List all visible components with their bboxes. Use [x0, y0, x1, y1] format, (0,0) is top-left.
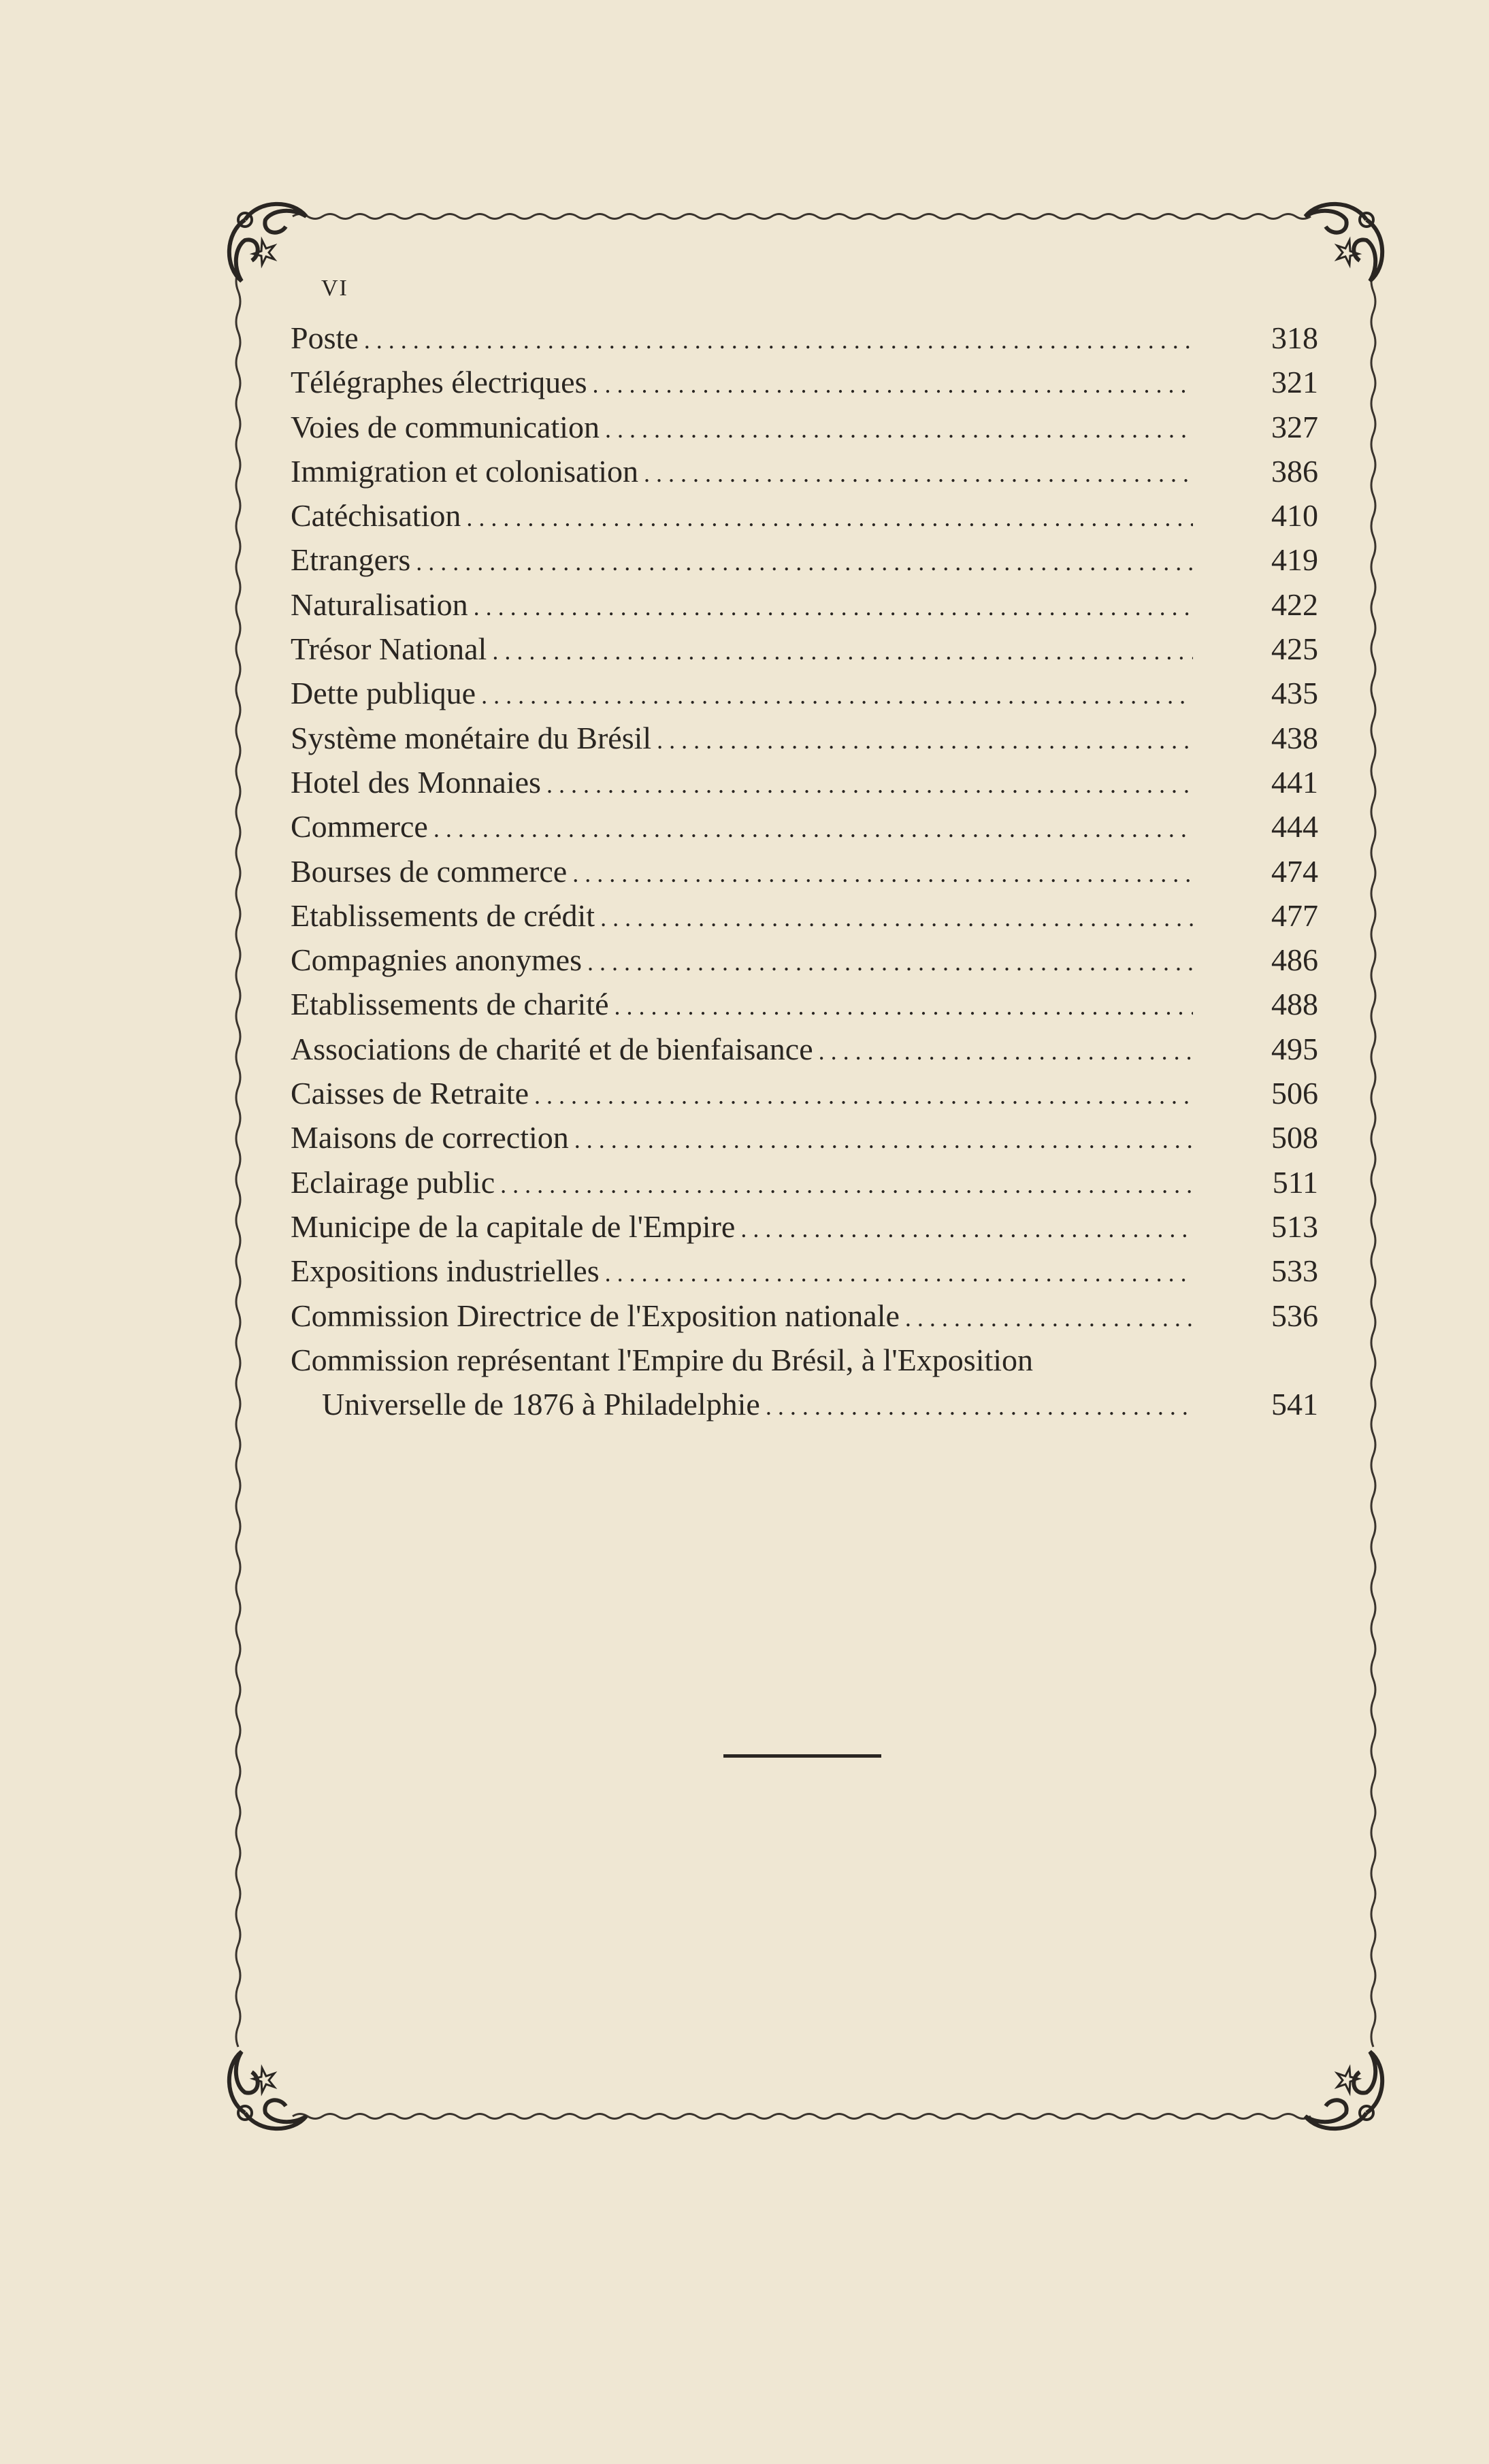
- dot-leader: [433, 815, 1193, 843]
- wavy-border-line: [236, 271, 240, 2047]
- toc-entry-title: Commission représentant l'Empire du Brésil, à l'Exposition: [291, 1342, 1034, 1377]
- toc-entry-title: Compagnies anonymes: [291, 942, 582, 978]
- toc-entry: [291, 1119, 1318, 1164]
- toc-entry-page: 495: [1271, 1031, 1318, 1066]
- toc-entry: [291, 675, 1318, 719]
- toc-entry: [291, 1075, 1318, 1119]
- dot-leader: [615, 992, 1193, 1021]
- toc-entry-page: 513: [1271, 1209, 1318, 1244]
- dot-leader: [605, 415, 1193, 444]
- toc-entry: [291, 1386, 1318, 1430]
- toc-entry: [291, 898, 1318, 942]
- dot-leader: [492, 637, 1193, 666]
- toc-entry: [291, 631, 1318, 675]
- dot-leader: [657, 726, 1193, 755]
- toc-entry: [291, 587, 1318, 631]
- toc-entry: [291, 853, 1318, 898]
- toc-entry: [291, 808, 1318, 853]
- toc-entry-title: Commission Directrice de l'Exposition nationale: [291, 1298, 900, 1333]
- toc-entry-title: Voies de communication: [291, 409, 600, 444]
- toc-entry-page: 508: [1271, 1120, 1318, 1155]
- toc-entry-page: 321: [1271, 365, 1318, 400]
- wavy-border-line: [293, 2114, 1311, 2119]
- closing-rule: [723, 1754, 881, 1758]
- toc-entry-title: Universelle de 1876 à Philadelphie: [322, 1387, 760, 1422]
- toc-entry-page: 488: [1271, 987, 1318, 1022]
- toc-entry-page: 435: [1271, 676, 1318, 711]
- toc-entry: [291, 1253, 1318, 1297]
- toc-entry-title: Associations de charité et de bienfaisance: [291, 1031, 813, 1066]
- toc-entry-page: 386: [1271, 453, 1318, 489]
- dot-leader: [481, 681, 1193, 710]
- page-folio: VI: [321, 276, 348, 301]
- dot-leader: [364, 326, 1193, 355]
- toc-entry-page: 444: [1271, 809, 1318, 844]
- toc-entry-page: 410: [1271, 498, 1318, 533]
- toc-entry-page: 533: [1271, 1253, 1318, 1289]
- wavy-border-line: [1371, 271, 1375, 2047]
- toc-entry-title: Maisons de correction: [291, 1120, 569, 1155]
- toc-entry-page: 419: [1271, 542, 1318, 578]
- toc-entry-page: 327: [1271, 409, 1318, 444]
- toc-entry-title: Immigration et colonisation: [291, 453, 639, 489]
- toc-entry-page: 511: [1272, 1164, 1318, 1200]
- toc-entry-page: 486: [1271, 942, 1318, 978]
- toc-entry-title: Catéchisation: [291, 498, 461, 533]
- corner-flourish-icon: [229, 2052, 306, 2129]
- toc-entry: [291, 764, 1318, 808]
- toc-entry-title: Etablissements de charité: [291, 987, 609, 1022]
- toc-entry-title: Naturalisation: [291, 587, 468, 622]
- toc-entry-title: Système monétaire du Brésil: [291, 720, 652, 755]
- toc-entry: [291, 497, 1318, 542]
- dot-leader: [766, 1392, 1193, 1421]
- toc-entry-page: 441: [1271, 764, 1318, 800]
- toc-entry-page: 318: [1271, 321, 1318, 355]
- corner-flourish-icon: [1305, 2052, 1382, 2129]
- dot-leader: [500, 1170, 1193, 1199]
- toc-entry-title: Hotel des Monnaies: [291, 764, 541, 800]
- toc-entry-title: Etrangers: [291, 542, 411, 578]
- toc-entry-title: Eclairage public: [291, 1164, 495, 1200]
- dot-leader: [740, 1215, 1193, 1243]
- toc-entry-title: Poste: [291, 321, 359, 355]
- toc-entry: [291, 1031, 1318, 1075]
- dot-leader: [600, 904, 1193, 932]
- toc-entry-page: 541: [1271, 1387, 1318, 1422]
- toc-entry: [291, 409, 1318, 453]
- toc-entry-title: Etablissements de crédit: [291, 898, 595, 933]
- dot-leader: [819, 1037, 1193, 1066]
- wavy-border-line: [293, 214, 1311, 219]
- toc-entry: [291, 1164, 1318, 1209]
- dot-leader: [572, 859, 1193, 888]
- toc-entry-title: Municipe de la capitale de l'Empire: [291, 1209, 736, 1244]
- dot-leader: [546, 770, 1193, 799]
- toc-entry: [291, 320, 1318, 364]
- dot-leader: [644, 459, 1193, 488]
- toc-entry-title: Trésor National: [291, 631, 487, 667]
- toc-entry: [291, 1342, 1318, 1386]
- toc-entry-page: 425: [1271, 631, 1318, 667]
- dot-leader: [534, 1081, 1193, 1110]
- dot-leader: [605, 1259, 1193, 1287]
- toc-entry: [291, 364, 1318, 408]
- dot-leader: [587, 948, 1193, 976]
- toc-entry-title: Dette publique: [291, 676, 476, 711]
- dot-leader: [905, 1304, 1193, 1332]
- dot-leader: [574, 1126, 1193, 1154]
- dot-leader: [593, 370, 1194, 399]
- toc-entry-title: Télégraphes électriques: [291, 365, 587, 400]
- toc-entry-page: 422: [1271, 587, 1318, 622]
- toc-entry-page: 506: [1271, 1076, 1318, 1111]
- toc-entry-title: Bourses de commerce: [291, 853, 568, 889]
- toc-entry: [291, 453, 1318, 497]
- dot-leader: [416, 548, 1193, 576]
- toc-entry-page: 536: [1271, 1298, 1318, 1333]
- toc-entry: [291, 542, 1318, 586]
- toc-entry-page: 438: [1271, 720, 1318, 755]
- toc-entry-title: Caisses de Retraite: [291, 1076, 529, 1111]
- corner-flourish-icon: [1305, 204, 1382, 281]
- table-of-contents: [291, 320, 1318, 1430]
- toc-entry-page: 474: [1271, 853, 1318, 889]
- toc-entry: [291, 986, 1318, 1030]
- toc-entry: [291, 1298, 1318, 1342]
- toc-entry-title: Commerce: [291, 809, 428, 844]
- toc-entry-title: Expositions industrielles: [291, 1253, 600, 1289]
- toc-entry-page: 477: [1271, 898, 1318, 933]
- toc-entry: [291, 720, 1318, 764]
- toc-entry: [291, 1209, 1318, 1253]
- toc-entry: [291, 942, 1318, 986]
- dot-leader: [466, 504, 1193, 532]
- dot-leader: [474, 593, 1193, 621]
